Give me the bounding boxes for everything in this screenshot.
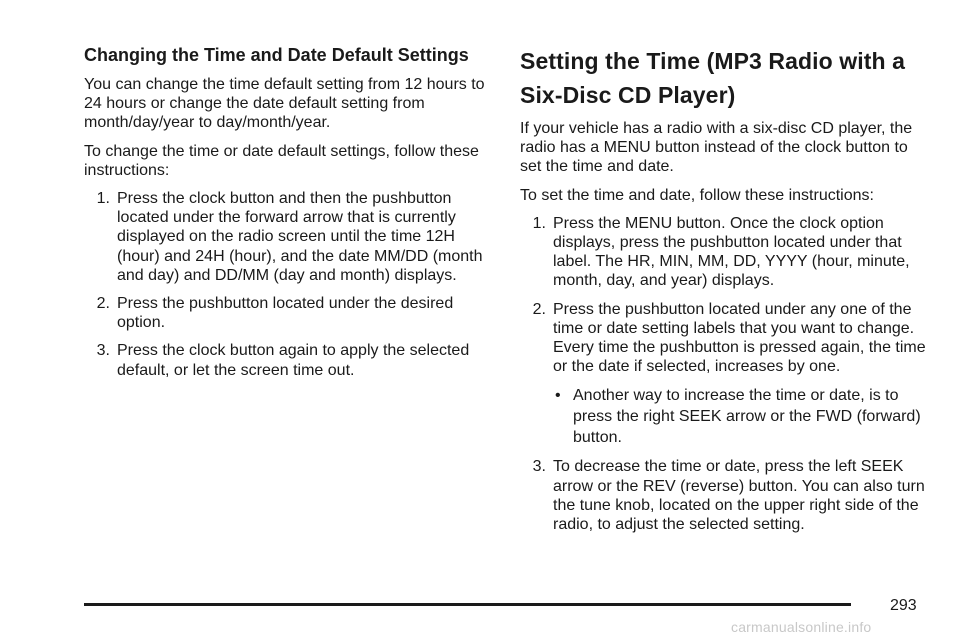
right-steps-list <box>520 214 930 534</box>
step-number: 2. <box>96 295 110 313</box>
instructions-intro: To change the time or date default settings, follow these instructions: <box>84 142 479 179</box>
step-text: Press the clock button again to apply the selected default, or let the screen time out. <box>117 342 470 379</box>
step-number: 3. <box>96 342 110 360</box>
left-column <box>84 44 494 389</box>
step-text: Press the pushbutton located under any one of the time or date setting labels that you want to change. Every time the pushbutton is pressed again, the time or the date if selected, increases by one. <box>553 300 926 376</box>
list-item <box>84 189 494 285</box>
right-column <box>520 44 930 543</box>
list-item <box>84 294 494 332</box>
step-bullets <box>553 385 930 448</box>
footer-rule <box>84 603 851 606</box>
list-item <box>520 457 930 534</box>
step-text: Press the clock button and then the pushbutton located under the forward arrow that is currently displayed on the radio screen until the time 12H (hour) and 24H (hour), and the date MM/DD (month and day) and DD/MM (day and month) displays. <box>117 190 483 284</box>
step-number: 1. <box>96 190 110 208</box>
step-text: Press the MENU button. Once the clock option displays, press the pushbutton located under that label. The HR, MIN, MM, DD, YYYY (hour, minute, month, day, and year) displays. <box>553 214 910 290</box>
left-steps-list <box>84 189 494 380</box>
step-text: Press the pushbutton located under the desired option. <box>117 295 454 332</box>
bullet-item <box>553 385 930 448</box>
step-number: 2. <box>532 300 546 318</box>
list-item <box>84 341 494 379</box>
watermark: carmanualsonline.info <box>731 619 872 635</box>
bullet-icon: • <box>555 387 561 405</box>
list-item <box>520 300 930 449</box>
page-number: 293 <box>890 597 917 614</box>
bullet-text: Another way to increase the time or date, is to press the right SEEK arrow or the FWD (forward) button. <box>573 387 921 447</box>
section-heading: Setting the Time (MP3 Radio with a Six-Disc CD Player) <box>520 48 906 108</box>
instructions-intro: To set the time and date, follow these instructions: <box>520 186 874 204</box>
step-text: To decrease the time or date, press the left SEEK arrow or the REV (reverse) button. You can also turn the tune knob, located on the upper right side of the radio, to adjust the selected setting. <box>553 458 925 534</box>
section-subheading: Changing the Time and Date Default Settings <box>84 45 469 65</box>
intro-paragraph: You can change the time default setting from 12 hours to 24 hours or change the date default setting from month/day/year to day/month/year. <box>84 76 485 132</box>
intro-paragraph: If your vehicle has a radio with a six-disc CD player, the radio has a MENU button instead of the clock button to set the time and date. <box>520 120 913 176</box>
step-number: 3. <box>532 458 546 476</box>
step-number: 1. <box>532 214 546 232</box>
list-item <box>520 214 930 291</box>
